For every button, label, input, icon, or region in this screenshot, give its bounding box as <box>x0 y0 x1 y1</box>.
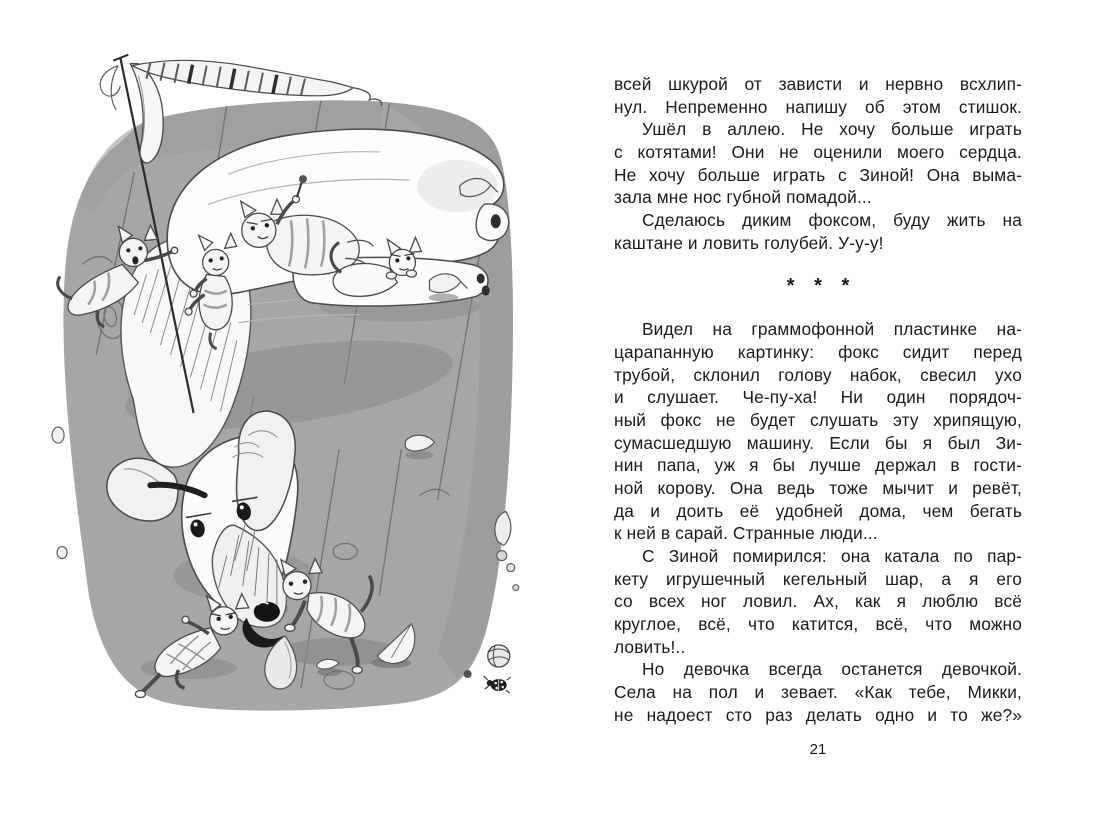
text-line: каштане и ловить голубей. У-у-у! <box>614 232 884 253</box>
text-line: царапанную картинку: фокс сидит перед <box>614 342 1022 363</box>
text-line: Видел на граммофонной пластинке на- <box>642 319 1022 340</box>
text-line: Села на пол и зевает. «Как тебе, Микки, <box>614 682 1022 703</box>
text-line: и слушает. Че-пу-ха! Ни один порядоч- <box>614 387 1022 408</box>
text-line: ный фокс не будет слушать эту хрипящую, <box>614 410 1022 431</box>
text-line: С Зиной помирился: она катала по пар- <box>642 546 1022 567</box>
text-line: не надоест сто раз делать одно и то же?» <box>614 704 1022 725</box>
yarn-ball <box>488 645 510 667</box>
text-line: нин папа, уж я бы лучше держал в гости- <box>614 455 1022 476</box>
berry <box>497 551 507 561</box>
text-line: зала мне нос губной помадой... <box>614 187 872 208</box>
berry <box>513 585 519 591</box>
text-line: сумасшедшую машину. Если бы я был Зи- <box>614 432 1022 453</box>
text-line: к ней в сарай. Странные люди... <box>614 523 878 544</box>
text-line: нул. Непременно напишу об этом стишок. <box>614 96 1022 117</box>
text-line: ловить!.. <box>614 636 686 657</box>
text-line: Но девочка всегда останется девочкой. <box>642 659 1022 680</box>
text-line: кету игрушечный кегельный шар, а я его <box>614 568 1022 589</box>
berry <box>464 670 472 678</box>
berry <box>507 564 515 572</box>
text-line: с котятами! Они не оценили моего сердца. <box>614 142 1022 163</box>
text-line: Не хочу больше играть с Зиной! Она выма- <box>614 164 1022 185</box>
text-line: Сделаюсь диким фоксом, буду жить на <box>642 210 1022 231</box>
flag-pennant <box>132 60 353 95</box>
dog-and-kittens-drawing <box>38 53 570 767</box>
text-line: да и доить её удобней дома, чем бегать <box>614 500 1022 521</box>
pebble <box>57 547 67 559</box>
illustration <box>38 53 570 767</box>
flag-ribbon <box>100 66 120 110</box>
section-separator: * * * <box>786 275 857 298</box>
pebble <box>52 427 64 443</box>
text-line: со всех ног ловил. Ах, как я люблю всё <box>614 591 1022 612</box>
text-column <box>614 73 1022 726</box>
text-line: всей шкурой от зависти и нервно всхлип- <box>614 74 1022 94</box>
text-line: ной корову. Она ведь тоже мычит и ревёт, <box>614 478 1022 499</box>
text-line: трубой, склонил голову набок, свесил ухо <box>614 364 1022 385</box>
ladybug-icon <box>484 676 511 693</box>
text-line: круглое, всё, что катится, всё, что можно <box>614 614 1022 635</box>
text-line: Ушёл в аллею. Не хочу больше играть <box>642 119 1022 140</box>
page-number: 21 <box>809 741 827 758</box>
